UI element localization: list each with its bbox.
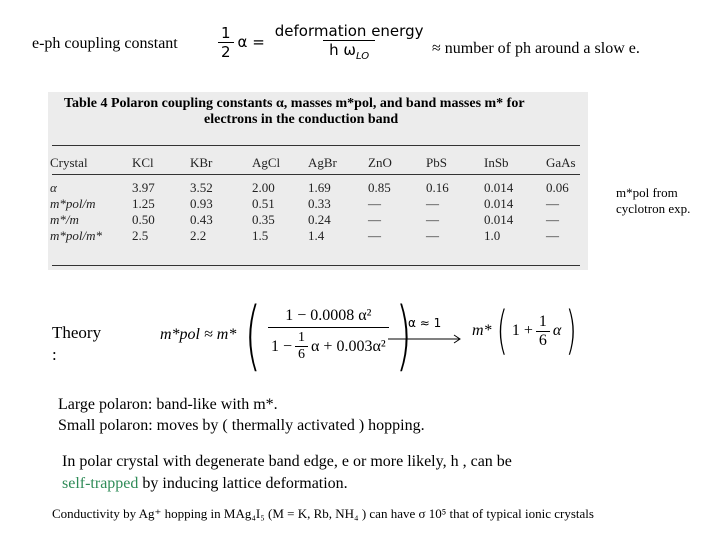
column-header: InSb [484,155,509,170]
rhs-alpha: α [552,322,562,339]
row-label: m*pol/m [50,196,96,211]
column-header: PbS [426,155,447,170]
row-label: m*pol/m* [50,228,102,243]
column-header-crystal: Crystal [50,155,88,170]
cyclotron-note-line2: cyclotron exp. [616,201,691,216]
conductivity-text: Conductivity by Ag⁺ hopping in MAg₄I₅ (M = K, Rb, NH₄ ) can have σ 10⁵ that of typical ionic crystals [52,506,594,521]
table-cell: 0.014 [484,196,514,211]
theory-equation [160,290,418,380]
table-cell: 0.43 [190,212,213,227]
rhs-one-plus: 1 + [511,322,533,339]
table-cell: 0.16 [426,180,449,195]
coupling-constant-label: e-ph coupling constant [32,35,178,52]
den-part-a: 1 − [271,337,293,355]
table-cell: 2.5 [132,228,149,243]
rhs-sixth-den: 6 [536,331,550,350]
polar-crystal-line2 [62,473,512,495]
column-header: AgCl [252,155,281,170]
polar-crystal-line2-rest: by inducing lattice deformation. [138,475,348,492]
table-cell: 0.33 [308,196,331,211]
alpha-limit-arrow [388,316,464,344]
rhs-m-star: m* [472,322,492,339]
left-big-paren: ( [245,290,262,379]
table-cell: 0.35 [252,212,275,227]
den-sixth-num: 1 [298,330,306,345]
table-cell: 0.06 [546,180,569,195]
theory-label-line2: : [52,345,57,364]
row-label: m*/m [50,212,79,227]
polaron-mass-num: 1 − 0.0008 α² [285,307,372,324]
table-header-row [50,154,586,172]
approx-note: ≈ number of ph around a slow e. [432,40,640,57]
theory-label [52,322,101,366]
den-sixth-den: 6 [295,346,308,363]
table-cell: 0.51 [252,196,275,211]
table-cell: 1.69 [308,180,331,195]
h-omega: h ω [329,41,356,59]
table-cell: 1.25 [132,196,155,211]
polaron-mass-fraction [268,307,389,363]
table-cell: 0.014 [484,180,514,195]
table-top-rule [52,145,580,146]
coupling-equation [218,22,429,62]
rhs-sixth-num: 1 [538,312,547,330]
table-cell: 0.93 [190,196,213,211]
table-cell: — [368,212,381,227]
table-cell: 0.24 [308,212,331,227]
table-cell: — [426,228,439,243]
cyclotron-note-line1: m*pol from [616,185,678,200]
large-polaron-text: Large polaron: band-like with m*. [58,396,278,413]
table-cell: — [368,228,381,243]
row-label: α [50,180,57,195]
self-trapped-term: self-trapped [62,475,139,492]
theory-label-line1: Theory [52,323,102,342]
table-cell: — [426,212,439,227]
den-part-b: α + 0.003α² [311,337,386,355]
table-cell: 2.00 [252,180,275,195]
table-title-line2: electrons in the conduction band [204,112,399,127]
right-arrow-icon [388,334,464,344]
table-cell: — [426,196,439,211]
cyclotron-note [616,185,690,217]
table-cell: 2.2 [190,228,207,243]
column-header: AgBr [308,155,337,170]
alpha-limit-label: α ≈ 1 [408,316,442,330]
table-cell: — [546,228,559,243]
table-cell: 0.50 [132,212,155,227]
table-row [50,196,586,212]
column-header: ZnO [368,155,392,170]
polaron-mass-den [268,327,389,363]
table-cell: — [368,196,381,211]
rhs-sixth-fraction [536,313,550,350]
one-half-den: 2 [218,42,234,61]
one-half-fraction [218,24,234,61]
column-header: KCl [132,155,154,170]
deformation-energy-text: deformation energy [274,22,424,40]
table-row [50,212,586,228]
table-row [50,172,586,196]
mpol-lhs: m*pol ≈ m* [160,326,237,343]
table-title-line1: Table 4 Polaron coupling constants α, masses m*pol, and band masses m* for [64,96,525,111]
polaron-table [50,154,586,244]
deformation-fraction [269,22,430,62]
right-big-paren: ) [395,290,412,379]
h-omega-text [323,40,375,62]
alpha-equals: α = [237,33,265,51]
table-cell: 1.5 [252,228,269,243]
one-half-num: 1 [221,23,231,42]
column-header: KBr [190,155,213,170]
rhs-left-paren: ( [496,301,508,361]
table-cell: 0.014 [484,212,514,227]
rhs-right-paren: ) [565,301,578,361]
table-bottom-rule [52,265,580,266]
table-cell: 3.52 [190,180,213,195]
column-header: GaAs [546,155,576,170]
theory-limit-result [472,300,582,362]
table-title [64,96,584,128]
polar-crystal-line1: In polar crystal with degenerate band edge, e or more likely, h , can be [62,453,512,470]
table-cell: — [546,196,559,211]
den-sixth-fraction [295,330,308,363]
lo-subscript: LO [355,51,370,62]
polar-crystal-text [62,451,512,495]
table-row [50,228,586,244]
small-polaron-text: Small polaron: moves by ( thermally activated ) hopping. [58,417,425,434]
table-cell: 1.4 [308,228,325,243]
table-cell: 0.85 [368,180,391,195]
table-cell: 3.97 [132,180,155,195]
table-cell: — [546,212,559,227]
table-cell: 1.0 [484,228,501,243]
